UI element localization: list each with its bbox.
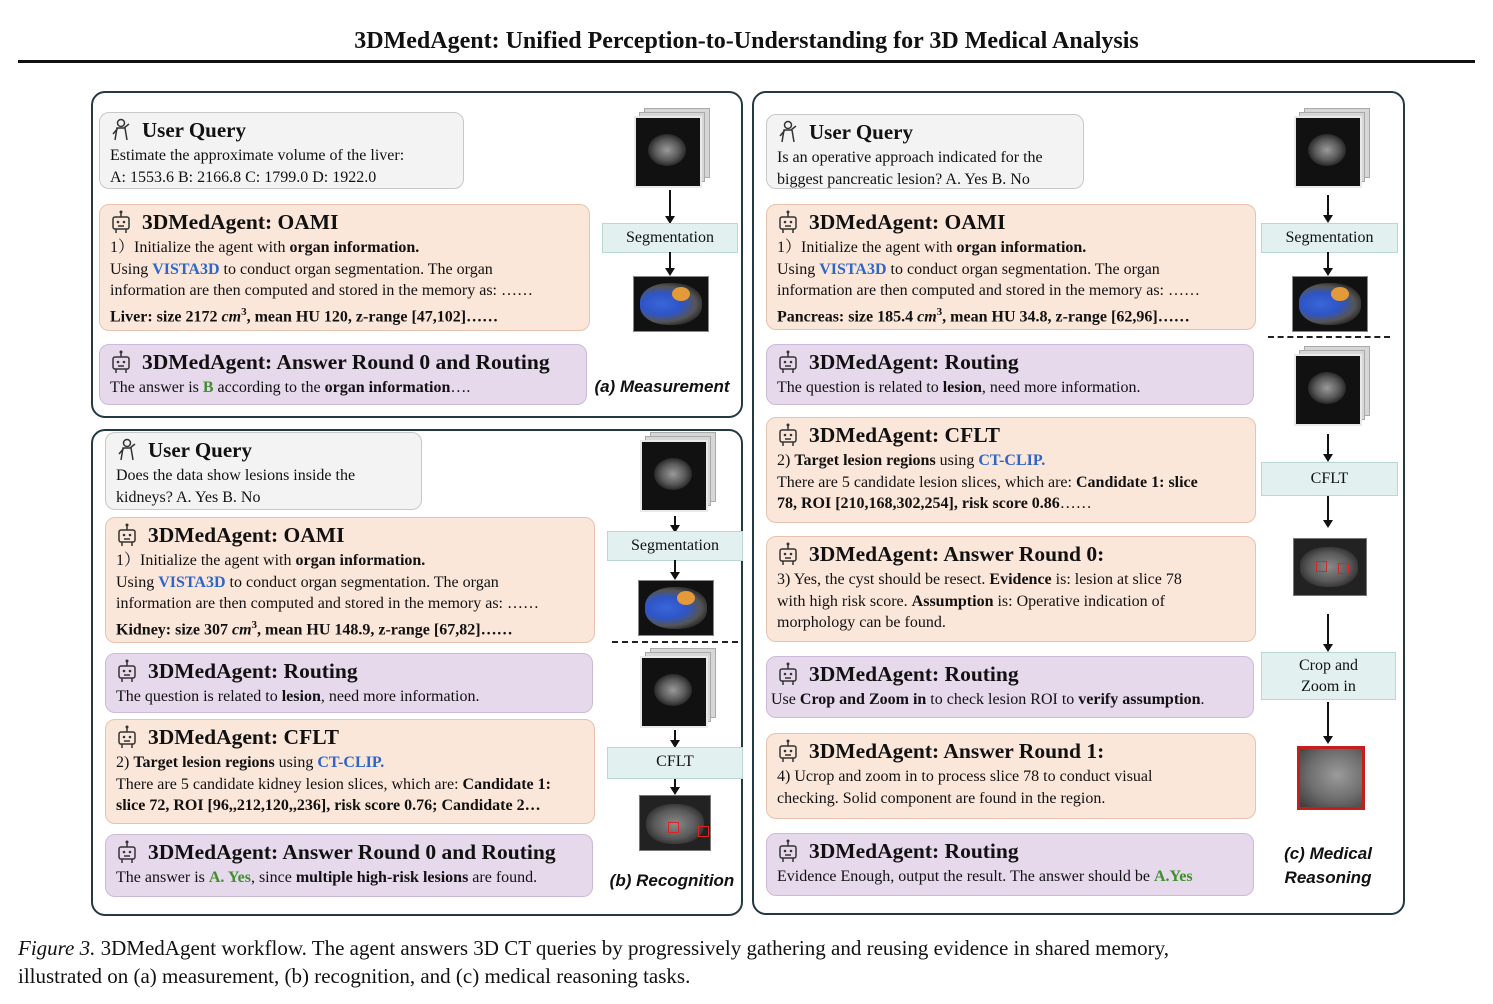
query-line: Estimate the approximate volume of the liver: <box>110 147 405 164</box>
roi-box <box>1316 561 1327 572</box>
text: are found. <box>468 869 538 886</box>
text: Use <box>771 691 800 708</box>
tool-cflt-b: CFLT <box>607 747 743 779</box>
tool-name: VISTA3D <box>152 260 220 278</box>
lesion-slice-b <box>639 795 711 851</box>
unit: cm <box>917 307 937 325</box>
text-bold: , mean HU 34.8, z-range [62,96]…… <box>942 307 1190 325</box>
robot-icon <box>116 523 138 547</box>
flow-arrow <box>674 730 676 746</box>
text-bold: organ information. <box>295 552 426 569</box>
robot-icon <box>110 210 132 234</box>
text: …. <box>450 379 471 396</box>
text: …… <box>1059 495 1092 512</box>
text-bold: , mean HU 148.9, z-range [67,82]…… <box>257 620 513 638</box>
tool-cflt-c: CFLT <box>1261 462 1398 496</box>
text: The question is related to <box>116 688 282 705</box>
query-title: User Query <box>148 438 253 462</box>
flow-arrow <box>669 252 671 274</box>
routing-title: 3DMedAgent: Routing <box>809 662 1019 686</box>
panel-label-b: (b) Recognition <box>609 871 735 890</box>
query-title: User Query <box>142 118 247 142</box>
unit-exponent: 3 <box>241 305 247 318</box>
text: , need more information. <box>320 688 480 705</box>
text: morphology can be found. <box>777 614 946 631</box>
caption-prefix: Figure 3. <box>18 936 96 960</box>
query-line: biggest pancreatic lesion? A. Yes B. No <box>777 170 1030 188</box>
robot-icon <box>777 210 799 234</box>
text: using <box>935 452 979 469</box>
header-rule <box>18 60 1475 63</box>
text: , since <box>250 869 296 886</box>
oami-box-b <box>105 517 595 643</box>
robot-icon <box>777 839 799 863</box>
answer-title: 3DMedAgent: Answer Round 1: <box>809 739 1105 763</box>
dashed-separator <box>1268 336 1390 338</box>
text: The question is related to <box>777 379 943 396</box>
query-line: A: 1553.6 B: 2166.8 C: 1799.0 D: 1922.0 <box>110 168 377 186</box>
text-bold: verify assumption <box>1078 691 1201 708</box>
routing-title: 3DMedAgent: Routing <box>809 350 1019 374</box>
text: to conduct organ segmentation. The organ <box>886 260 1160 278</box>
text-bold: Crop and Zoom in <box>799 691 927 708</box>
text: using <box>274 754 318 771</box>
segmentation-result-b <box>638 580 714 636</box>
flow-arrow <box>1327 702 1329 742</box>
unit-exponent: 3 <box>251 618 258 631</box>
cflt-box-c <box>766 417 1256 523</box>
figure-caption <box>18 934 1488 990</box>
text: information are then computed and stored in the memory as: …… <box>110 282 533 299</box>
text: 2) <box>116 754 134 771</box>
text-bold: organ information. <box>289 239 420 256</box>
segmentation-result-c <box>1292 276 1368 332</box>
text-bold: multiple high-risk lesions <box>295 869 469 886</box>
flow-arrow <box>1327 614 1329 650</box>
text: Using <box>110 260 153 278</box>
cflt-title: 3DMedAgent: CFLT <box>809 423 1000 447</box>
person-icon <box>777 120 799 144</box>
flow-arrow <box>1327 434 1329 460</box>
ct-volume-c2 <box>1294 346 1368 426</box>
text: checking. Solid component are found in the region. <box>777 789 1106 807</box>
ct-volume-c <box>1294 108 1368 192</box>
text-bold: organ information <box>324 379 451 396</box>
text-bold: 78, ROI [210,168,302,254], risk score 0.86 <box>777 495 1060 512</box>
query-title: User Query <box>809 120 914 144</box>
zoomed-roi-image <box>1297 746 1365 810</box>
oami-box-a <box>99 204 590 331</box>
text-bold: Candidate 1: slice <box>1075 473 1198 491</box>
tool-segmentation-c: Segmentation <box>1261 223 1398 253</box>
user-query-box-c <box>766 114 1084 189</box>
unit: cm <box>232 620 252 638</box>
answer-value: A.Yes <box>1153 868 1193 885</box>
cflt-box-b <box>105 719 595 824</box>
tool-name: CT-CLIP. <box>978 452 1046 469</box>
text: to check lesion ROI to <box>926 691 1079 708</box>
tool-crop-zoom-c <box>1261 652 1396 700</box>
answer-round1-box-c <box>766 733 1256 819</box>
robot-icon <box>777 542 799 566</box>
robot-icon <box>116 725 138 749</box>
text: 2) <box>777 452 795 469</box>
text-bold: Pancreas: size 185.4 <box>777 307 918 325</box>
text: with high risk score. <box>777 592 912 610</box>
answer-title: 3DMedAgent: Answer Round 0: <box>809 542 1105 566</box>
ct-volume-b2 <box>640 648 714 728</box>
routing-box-c1 <box>766 344 1254 405</box>
text-bold: , mean HU 120, z-range [47,102]…… <box>246 307 499 325</box>
user-query-box-b <box>105 432 422 510</box>
robot-icon <box>777 739 799 763</box>
panel-label-line: (c) Medical <box>1284 844 1372 863</box>
text: There are 5 candidate lesion slices, which are: <box>777 473 1076 491</box>
answer-round0-box-c <box>766 536 1256 642</box>
query-line: Is an operative approach indicated for the <box>777 149 1043 166</box>
query-line: kidneys? A. Yes B. No <box>116 488 261 506</box>
segmentation-result-a <box>633 276 709 332</box>
cflt-title: 3DMedAgent: CFLT <box>148 725 339 749</box>
query-line: Does the data show lesions inside the <box>116 467 356 484</box>
oami-box-c <box>766 204 1256 330</box>
roi-box <box>668 822 679 833</box>
text-bold: Evidence <box>989 571 1052 588</box>
text: 1）Initialize the agent with <box>110 239 290 256</box>
robot-icon <box>777 423 799 447</box>
text: according to the <box>213 379 325 396</box>
flow-arrow <box>674 779 676 793</box>
text: to conduct organ segmentation. The organ <box>219 260 493 278</box>
answer-title: 3DMedAgent: Answer Round 0 and Routing <box>142 350 550 374</box>
text-bold: lesion <box>942 379 982 396</box>
robot-icon <box>116 659 138 683</box>
ct-volume-a <box>634 108 708 188</box>
roi-box <box>1338 563 1349 574</box>
answer-box-a <box>99 344 587 405</box>
answer-value: B <box>202 379 214 396</box>
text: information are then computed and stored in the memory as: …… <box>777 282 1200 299</box>
tool-segmentation-b: Segmentation <box>607 531 743 561</box>
text: , need more information. <box>981 379 1141 396</box>
panel-label-a: (a) Measurement <box>594 377 730 396</box>
tool-name: VISTA3D <box>158 573 226 591</box>
text-bold: Assumption <box>911 592 994 610</box>
person-icon <box>110 118 132 142</box>
flow-arrow <box>1327 252 1329 274</box>
text: 1）Initialize the agent with <box>116 552 296 569</box>
routing-box-b <box>105 653 593 713</box>
panel-label-line: Reasoning <box>1284 868 1372 887</box>
tool-label-line: Zoom in <box>1301 678 1356 695</box>
unit-exponent: 3 <box>936 305 943 318</box>
text: 1）Initialize the agent with <box>777 239 957 256</box>
routing-title: 3DMedAgent: Routing <box>809 839 1019 863</box>
text-bold: organ information. <box>956 239 1087 256</box>
text: . <box>1200 691 1205 708</box>
tool-name: CT-CLIP. <box>317 754 385 771</box>
flow-arrow <box>674 560 676 578</box>
text-bold: Kidney: size 307 <box>116 620 232 638</box>
roi-box <box>698 826 709 837</box>
caption-text: 3DMedAgent workflow. The agent answers 3D CT queries by progressively gathering and reusing evidence in shared memory, <box>95 936 1170 960</box>
routing-box-c3 <box>766 833 1254 896</box>
answer-value: A. Yes <box>208 869 251 886</box>
flow-arrow <box>674 516 676 531</box>
text: The answer is <box>110 379 203 396</box>
oami-title: 3DMedAgent: OAMI <box>809 210 1006 234</box>
text-bold: Target lesion regions <box>133 754 275 771</box>
answer-box-b <box>105 834 593 897</box>
robot-icon <box>110 350 132 374</box>
oami-title: 3DMedAgent: OAMI <box>148 523 345 547</box>
ct-volume-b <box>640 432 714 514</box>
text: is: lesion at slice 78 <box>1051 571 1182 588</box>
robot-icon <box>116 840 138 864</box>
robot-icon <box>777 662 799 686</box>
text: 3) Yes, the cyst should be resect. <box>777 571 990 588</box>
dashed-separator <box>612 641 738 643</box>
panel-label-c <box>1258 842 1398 890</box>
text: There are 5 candidate kidney lesion slices, which are: <box>116 775 463 793</box>
text-bold: Liver: size 2172 <box>110 307 222 325</box>
tool-segmentation-a: Segmentation <box>602 223 738 253</box>
page-header: 3DMedAgent: Unified Perception-to-Understanding for 3D Medical Analysis <box>354 28 1139 54</box>
person-icon <box>116 438 138 462</box>
flow-arrow <box>669 190 671 222</box>
user-query-box-a <box>99 112 464 189</box>
robot-icon <box>777 350 799 374</box>
text: Using <box>777 260 820 278</box>
lesion-slice-c <box>1293 538 1367 596</box>
flow-arrow <box>1327 496 1329 526</box>
text: The answer is <box>116 869 209 886</box>
text: to conduct organ segmentation. The organ <box>225 573 499 591</box>
flow-arrow <box>1327 195 1329 221</box>
answer-title: 3DMedAgent: Answer Round 0 and Routing <box>148 840 556 864</box>
text-bold: slice 72, ROI [96,,212,120,,236], risk score 0.76; Candidate 2… <box>116 797 541 814</box>
routing-title: 3DMedAgent: Routing <box>148 659 358 683</box>
routing-box-c2 <box>766 656 1254 718</box>
caption-text: illustrated on (a) measurement, (b) recognition, and (c) medical reasoning tasks. <box>18 964 691 988</box>
text-bold: Candidate 1: <box>462 775 551 793</box>
tool-name: VISTA3D <box>819 260 887 278</box>
text-bold: Target lesion regions <box>794 452 936 469</box>
tool-label-line: Crop and <box>1298 657 1359 674</box>
text: is: Operative indication of <box>993 592 1165 610</box>
text: 4) Ucrop and zoom in to process slice 78 to conduct visual <box>777 768 1153 785</box>
unit: cm <box>221 307 242 325</box>
oami-title: 3DMedAgent: OAMI <box>142 210 339 234</box>
text: Evidence Enough, output the result. The answer should be <box>777 868 1154 885</box>
text-bold: lesion <box>281 688 321 705</box>
text: information are then computed and stored in the memory as: …… <box>116 595 539 612</box>
text: Using <box>116 573 159 591</box>
